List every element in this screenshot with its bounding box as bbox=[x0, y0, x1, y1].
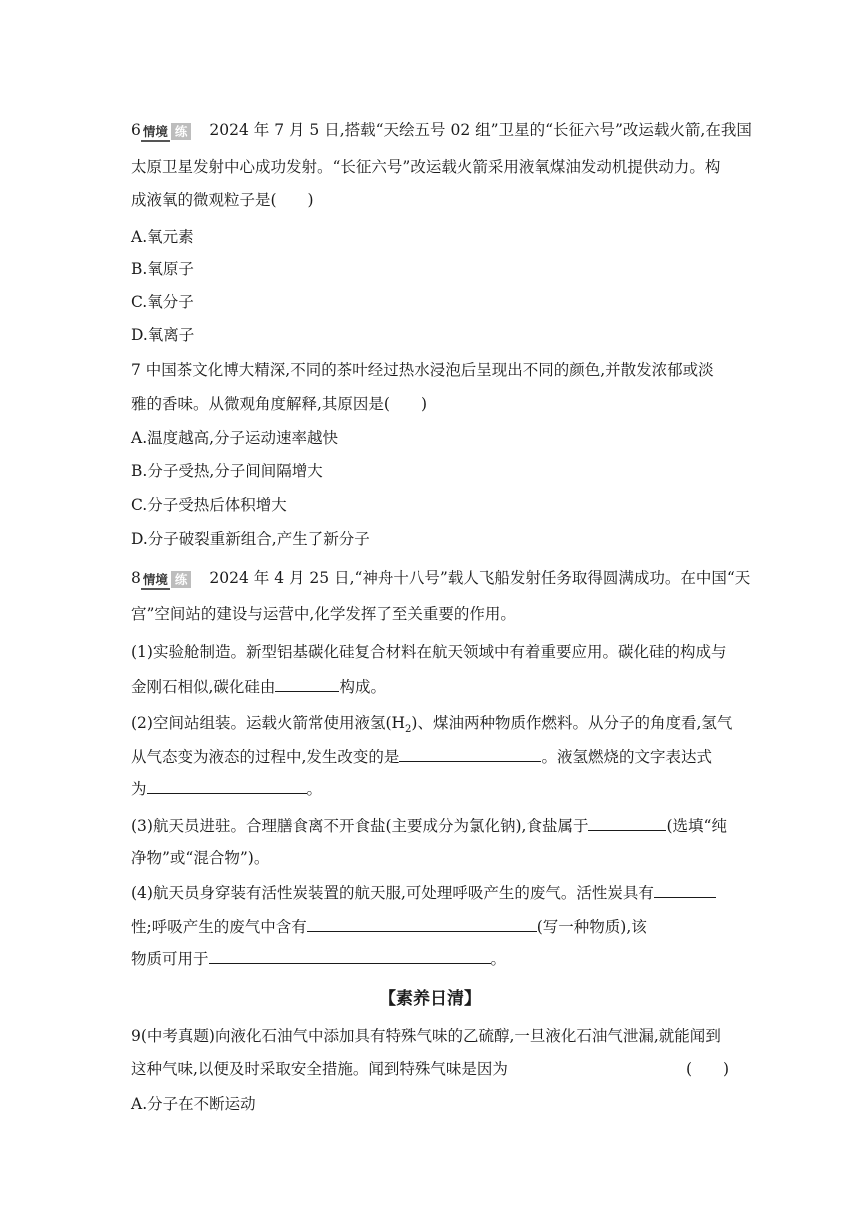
question-6-number: 6 bbox=[131, 121, 141, 139]
part-4-text-a: (4)航天员身穿装有活性炭装置的航天服,可处理呼吸产生的废气。活性炭具有 bbox=[131, 884, 654, 902]
answer-blank-4[interactable] bbox=[588, 815, 666, 831]
question-8-part-2-line-2 bbox=[131, 746, 731, 767]
h2-subscript: 2 bbox=[405, 724, 412, 736]
question-7-option-d: D.分子破裂重新组合,产生了新分子 bbox=[131, 530, 370, 548]
answer-blank-5[interactable] bbox=[654, 882, 716, 898]
part-2-text-b: )、煤油两种物质作燃料。从分子的角度看,氢气 bbox=[411, 714, 733, 732]
question-7-option-c: C.分子受热后体积增大 bbox=[131, 496, 287, 514]
question-9-line-2 bbox=[131, 1059, 731, 1079]
answer-blank-3[interactable] bbox=[147, 778, 307, 794]
scenario-practice-badge bbox=[141, 571, 192, 588]
badge-text-2: 练 bbox=[171, 123, 192, 140]
question-6-option-b: B.氧原子 bbox=[131, 260, 194, 278]
question-9-answer-paren[interactable]: ( ) bbox=[686, 1060, 730, 1078]
part-4-text-d: 物质可用于 bbox=[131, 950, 209, 968]
answer-blank-2[interactable] bbox=[399, 746, 541, 762]
part-4-text-b: 性;呼吸产生的废气中含有 bbox=[131, 918, 307, 936]
question-8-number: 8 bbox=[131, 569, 141, 587]
part-2-text-c: 从气态变为液态的过程中,发生改变的是 bbox=[131, 748, 400, 766]
part-2-text-e: 为 bbox=[131, 780, 147, 798]
badge-text-1: 情境 bbox=[141, 123, 170, 142]
question-6-line-2: 太原卫星发射中心成功发射。“长征六号”改运载火箭采用液氧煤油发动机提供动力。构 bbox=[131, 158, 721, 176]
part-4-text-c: (写一种物质),该 bbox=[536, 918, 647, 936]
question-9-text-2: 这种气味,以便及时采取安全措施。闻到特殊气味是因为 bbox=[131, 1060, 508, 1078]
question-9-option-a: A.分子在不断运动 bbox=[131, 1095, 256, 1113]
question-8-part-4-line-3 bbox=[131, 948, 731, 969]
question-6-option-c: C.氧分子 bbox=[131, 293, 194, 311]
part-4-text-e: 。 bbox=[490, 950, 507, 968]
part-2-text-d: 。液氢燃烧的文字表达式 bbox=[541, 748, 712, 766]
question-6-text-1: 2024 年 7 月 5 日,搭载“天绘五号 02 组”卫星的“长征六号”改运载火箭,在我国 bbox=[209, 121, 752, 139]
badge-text-2: 练 bbox=[171, 571, 192, 588]
question-8-part-1-line-2 bbox=[131, 676, 731, 697]
part-3-text-a: (3)航天员进驻。合理膳食离不开食盐(主要成分为氯化钠),食盐属于 bbox=[131, 817, 589, 835]
badge-text-1: 情境 bbox=[141, 571, 170, 590]
question-8-part-4-line-1 bbox=[131, 882, 731, 903]
question-7-option-a: A.温度越高,分子运动速率越快 bbox=[131, 429, 339, 447]
question-8-part-1-line-1: (1)实验舱制造。新型铝基碳化硅复合材料在航天领域中有着重要应用。碳化硅的构成与 bbox=[131, 643, 727, 661]
question-7-line-2: 雅的香味。从微观角度解释,其原因是( ) bbox=[131, 395, 428, 413]
part-1-text-b: 构成。 bbox=[339, 678, 386, 696]
question-8-part-4-line-2 bbox=[131, 916, 731, 937]
question-8-text-1: 2024 年 4 月 25 日,“神舟十八号”载人飞船发射任务取得圆满成功。在中国“天 bbox=[209, 569, 751, 587]
question-8-line-2: 宫”空间站的建设与运营中,化学发挥了至关重要的作用。 bbox=[131, 605, 516, 623]
question-7-line-1: 7 中国茶文化博大精深,不同的茶叶经过热水浸泡后呈现出不同的颜色,并散发浓郁或淡 bbox=[131, 361, 714, 379]
answer-blank-6[interactable] bbox=[307, 916, 537, 932]
question-8-part-3-line-2: 净物”或“混合物”)。 bbox=[131, 849, 270, 867]
question-8-line-1 bbox=[131, 568, 751, 588]
question-6-line-3: 成液氧的微观粒子是( ) bbox=[131, 191, 314, 209]
question-7-option-b: B.分子受热,分子间间隔增大 bbox=[131, 462, 323, 480]
scenario-practice-badge bbox=[141, 123, 192, 140]
question-6-line-1 bbox=[131, 120, 752, 140]
part-2-text-a: (2)空间站组装。运载火箭常使用液氢(H bbox=[131, 714, 406, 732]
part-2-text-f: 。 bbox=[306, 780, 323, 798]
question-6-option-d: D.氧离子 bbox=[131, 326, 195, 344]
question-9-line-1: 9(中考真题)向液化石油气中添加具有特殊气味的乙硫醇,一旦液化石油气泄漏,就能闻到 bbox=[131, 1027, 721, 1045]
part-3-text-b: (选填“纯 bbox=[666, 817, 727, 835]
question-8-part-2-line-1 bbox=[131, 713, 731, 740]
question-8-part-3-line-1 bbox=[131, 815, 731, 836]
question-8-part-2-line-3 bbox=[131, 778, 731, 799]
part-1-text-a: 金刚石相似,碳化硅由 bbox=[131, 678, 276, 696]
question-6-option-a: A.氧元素 bbox=[131, 228, 194, 246]
answer-blank-7[interactable] bbox=[209, 948, 491, 964]
section-title: 【素养日清】 bbox=[379, 989, 481, 1009]
answer-blank-1[interactable] bbox=[275, 676, 339, 692]
